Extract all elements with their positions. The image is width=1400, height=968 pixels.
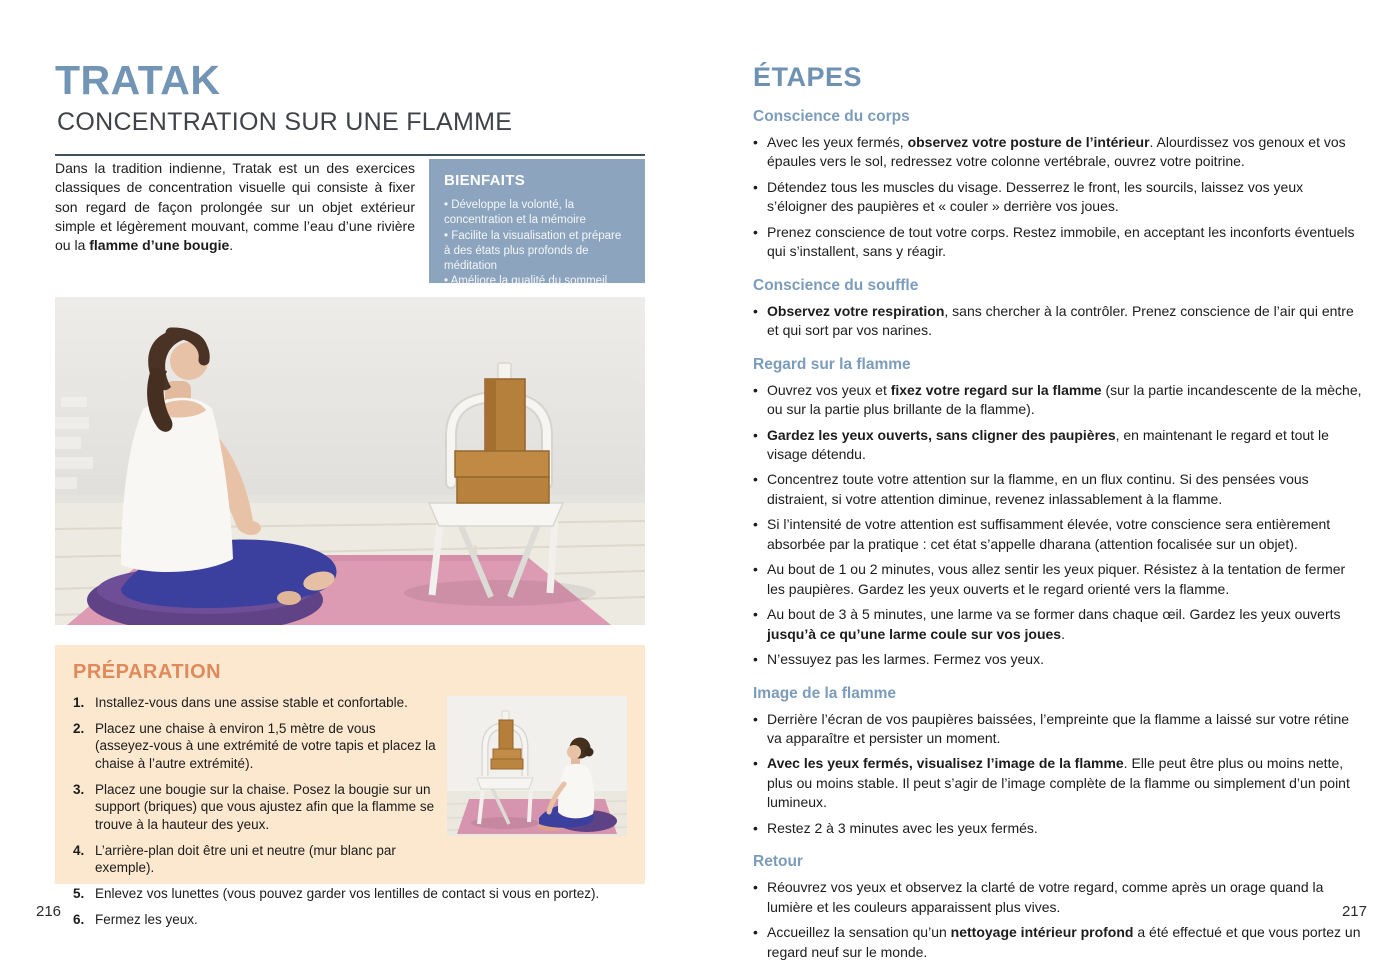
etapes-section <box>753 685 1366 839</box>
main-photo-illustration <box>55 297 645 625</box>
bienfaits-item: • Facilite la visualisation et prépare à des états plus profonds de méditation <box>444 229 622 273</box>
bullet-item: • N’essuyez pas les larmes. Fermez vos yeux. <box>753 650 1366 669</box>
etapes-section <box>753 277 1366 341</box>
page-number-right: 217 <box>1341 903 1367 920</box>
section-bullets <box>753 878 1366 962</box>
preparation-step: 2. Placez une chaise à environ 1,5 mètre de vous (asseyez-vous à une extrémité de votre tapis et placez la chaise à l’autre extrémité). <box>73 720 436 772</box>
bullet-item: • Détendez tous les muscles du visage. Desserrez le front, les sourcils, laissez vos yeux s’éloigner des paupières et « couler » derrière vos joues. <box>753 178 1366 217</box>
bienfaits-item: • Développe la volonté, la concentration et la mémoire <box>444 199 586 227</box>
preparation-title: PRÉPARATION <box>73 661 222 683</box>
preparation-box <box>55 645 645 927</box>
bullet-item: • Si l’intensité de votre attention est suffisamment élevée, votre conscience sera entièrement absorbée par la pratique : cet état s’appelle dharana (attention focalisée sur un objet). <box>753 515 1366 554</box>
bienfaits-title: BIENFAITS <box>444 172 526 189</box>
bullet-item: • Concentrez toute votre attention sur la flamme, en un flux continu. Si des pensées vous distraient, si votre attention diminue, revenez inlassablement à la flamme. <box>753 470 1366 509</box>
bienfaits-list <box>444 198 630 290</box>
bullet-item: • Accueillez la sensation qu’un nettoyage intérieur profond a été effectué et que vous portez un regard neuf sur le monde. <box>753 923 1366 962</box>
bullet-item: • Derrière l’écran de vos paupières baissées, l’empreinte que la flamme a laissé sur votre rétine va apparaître et persister un moment. <box>753 710 1366 749</box>
bullet-item: • Observez votre respiration, sans chercher à la contrôler. Prenez conscience de l’air qui entre et qui sort par vos narines. <box>753 302 1366 341</box>
etapes-section <box>753 853 1366 962</box>
bullet-item: • Prenez conscience de tout votre corps. Restez immobile, en acceptant les inconforts éventuels qui s’installent, sans y réagir. <box>753 223 1366 262</box>
etapes-section <box>753 108 1366 262</box>
intro-row <box>55 159 645 288</box>
section-heading: Image de la flamme <box>753 684 897 702</box>
intro-paragraph: Dans la tradition indienne, Tratak est un des exercices classiques de concentration visuelle qui consiste à fixer son regard de façon prolongée sur un objet extérieur simple et légèrement mouvant, comme l’eau d’une rivière ou la flamme d’une bougie. <box>55 160 415 254</box>
bullet-item: • Avec les yeux fermés, visualisez l’image de la flamme. Elle peut être plus ou moins nette, plus ou moins stable. Il peut s’agir de l’image complète de la flamme ou simplement d’un point lumineux. <box>753 754 1366 812</box>
section-bullets <box>753 302 1366 341</box>
preparation-step: 3. Placez une bougie sur la chaise. Posez la bougie sur un support (briques) que vous ajustez afin que la flamme se trouve à la hauteur des yeux. <box>73 781 435 833</box>
section-heading: Conscience du corps <box>753 108 910 125</box>
bullet-item: • Avec les yeux fermés, observez votre posture de l’intérieur. Alourdissez vos genoux et vos épaules vers le sol, redressez votre colonne vertébrale, ouvrez votre poitrine. <box>753 133 1366 172</box>
preparation-steps <box>73 694 627 928</box>
right-page <box>753 62 1366 968</box>
section-heading: Conscience du souffle <box>753 276 919 294</box>
bullet-item: • Gardez les yeux ouverts, sans cligner des paupières, en maintenant le regard et tout le visage détendu. <box>753 426 1366 465</box>
etapes-sections <box>753 108 1366 962</box>
preparation-step: 6. Fermez les yeux. <box>73 911 198 927</box>
bullet-item: • Ouvrez vos yeux et fixez votre regard sur la flamme (sur la partie incandescente de la mèche, ou sur la partie plus brillante de la flamme). <box>753 381 1366 420</box>
bienfaits-box <box>429 159 645 288</box>
bullet-item: • Au bout de 1 ou 2 minutes, vous allez sentir les yeux piquer. Résistez à la tentation de fermer les paupières. Gardez les yeux ouverts et le regard orienté vers la flamme. <box>753 560 1366 599</box>
etapes-heading: ÉTAPES <box>753 62 863 92</box>
bullet-item: • Au bout de 3 à 5 minutes, une larme va se former dans chaque œil. Gardez les yeux ouverts jusqu’à ce qu’une larme coule sur vos joues. <box>753 605 1366 644</box>
preparation-step: 5. Enlevez vos lunettes (vous pouvez garder vos lentilles de contact si vous en portez). <box>73 886 600 902</box>
section-bullets <box>753 710 1366 839</box>
etapes-section <box>753 356 1366 670</box>
page-title: TRATAK <box>55 57 221 103</box>
bullet-item: • Restez 2 à 3 minutes avec les yeux fermés. <box>753 819 1366 838</box>
preparation-step: 1. Installez-vous dans une assise stable et confortable. <box>73 695 408 710</box>
left-page-header <box>55 57 645 156</box>
bullet-item: • Réouvrez vos yeux et observez la clarté de votre regard, comme après un orage quand la lumière et les couleurs apparaissent plus vives. <box>753 878 1366 917</box>
page-subtitle: CONCENTRATION SUR UNE FLAMME <box>57 108 513 136</box>
section-bullets <box>753 381 1366 670</box>
preparation-step: 4. L’arrière-plan doit être uni et neutre (mur blanc par exemple). <box>73 842 396 876</box>
page-number-left: 216 <box>36 903 62 920</box>
header-rule <box>55 154 645 156</box>
section-heading: Retour <box>753 853 803 871</box>
bienfaits-item: • Améliore la qualité du sommeil <box>444 275 608 288</box>
section-heading: Regard sur la flamme <box>753 355 911 373</box>
section-bullets <box>753 133 1366 262</box>
